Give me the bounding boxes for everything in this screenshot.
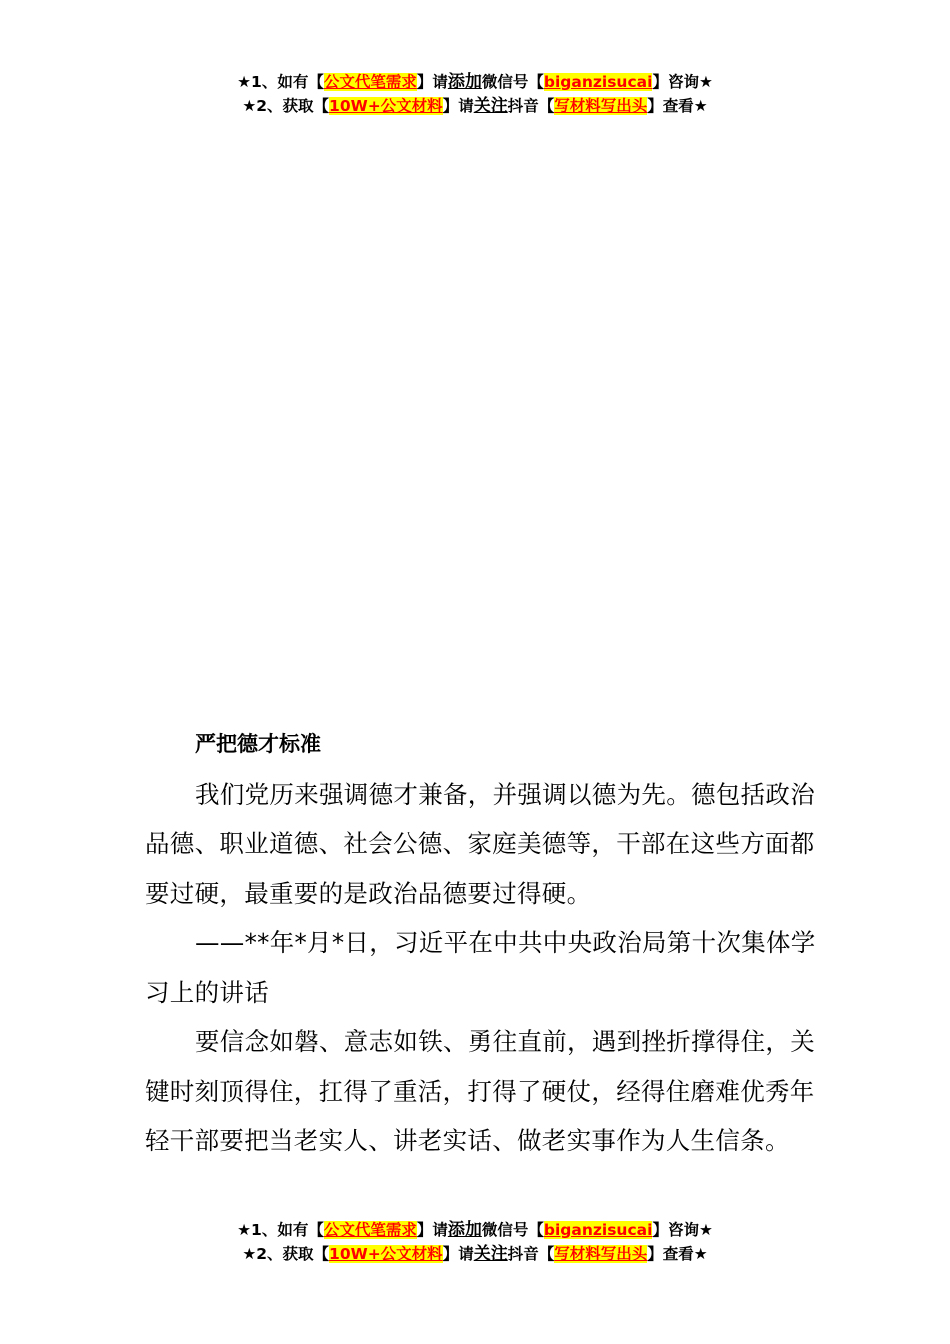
banner-text: ★1、如有【	[237, 1221, 324, 1239]
banner-text: 微信号【	[481, 1221, 544, 1239]
banner-text: 抖音【	[507, 1245, 555, 1263]
highlight-douyin-account: 写材料写出头	[554, 97, 648, 115]
highlight-wechat-id: biganzisucai	[543, 1221, 653, 1239]
banner-line-1	[0, 70, 950, 94]
banner-text: ★2、获取【	[242, 1245, 330, 1263]
banner-text: 】请	[442, 97, 474, 115]
banner-line-2	[0, 1242, 950, 1266]
banner-text: 】请	[416, 1221, 448, 1239]
body-paragraph: 我们党历来强调德才兼备，并强调以德为先。德包括政治品德、职业道德、社会公德、家庭美德等，干部在这些方面都要过硬，最重要的是政治品德要过得硬。	[145, 779, 815, 908]
highlight-materials: 10W+公文材料	[329, 97, 443, 115]
banner-text: 】咨询★	[652, 73, 713, 91]
banner-line-2	[0, 94, 950, 118]
footer-banner	[0, 1218, 950, 1266]
banner-text: ★1、如有【	[237, 73, 324, 91]
banner-text: 抖音【	[507, 97, 555, 115]
banner-text: 】查看★	[647, 1245, 708, 1263]
banner-text: 】请	[416, 73, 448, 91]
highlight-materials: 10W+公文材料	[329, 1245, 443, 1263]
header-banner	[0, 70, 950, 118]
banner-text: ★2、获取【	[242, 97, 330, 115]
emphasis-add: 添加	[447, 72, 482, 92]
emphasis-follow: 关注	[473, 96, 508, 116]
body-paragraph: 要信念如磐、意志如铁、勇往直前，遇到挫折撑得住，关键时刻顶得住，扛得了重活，打得了硬仗，经得住磨难优秀年轻干部要把当老实人、讲老实话、做老实事作为人生信条。	[145, 1027, 815, 1155]
highlight-wechat-id: biganzisucai	[543, 73, 653, 91]
highlight-service: 公文代笔需求	[323, 73, 417, 91]
banner-text: 】咨询★	[652, 1221, 713, 1239]
quote-attribution: ——**年*月*日，习近平在中共中央政治局第十次集体学习上的讲话	[145, 928, 816, 1007]
emphasis-add: 添加	[447, 1220, 482, 1240]
document-body	[145, 720, 835, 1166]
emphasis-follow: 关注	[473, 1244, 508, 1264]
highlight-douyin-account: 写材料写出头	[554, 1245, 648, 1263]
banner-line-1	[0, 1218, 950, 1242]
banner-text: 】请	[442, 1245, 474, 1263]
highlight-service: 公文代笔需求	[323, 1221, 417, 1239]
banner-text: 】查看★	[647, 97, 708, 115]
section-heading: 严把德才标准	[195, 732, 321, 756]
banner-text: 微信号【	[481, 73, 544, 91]
